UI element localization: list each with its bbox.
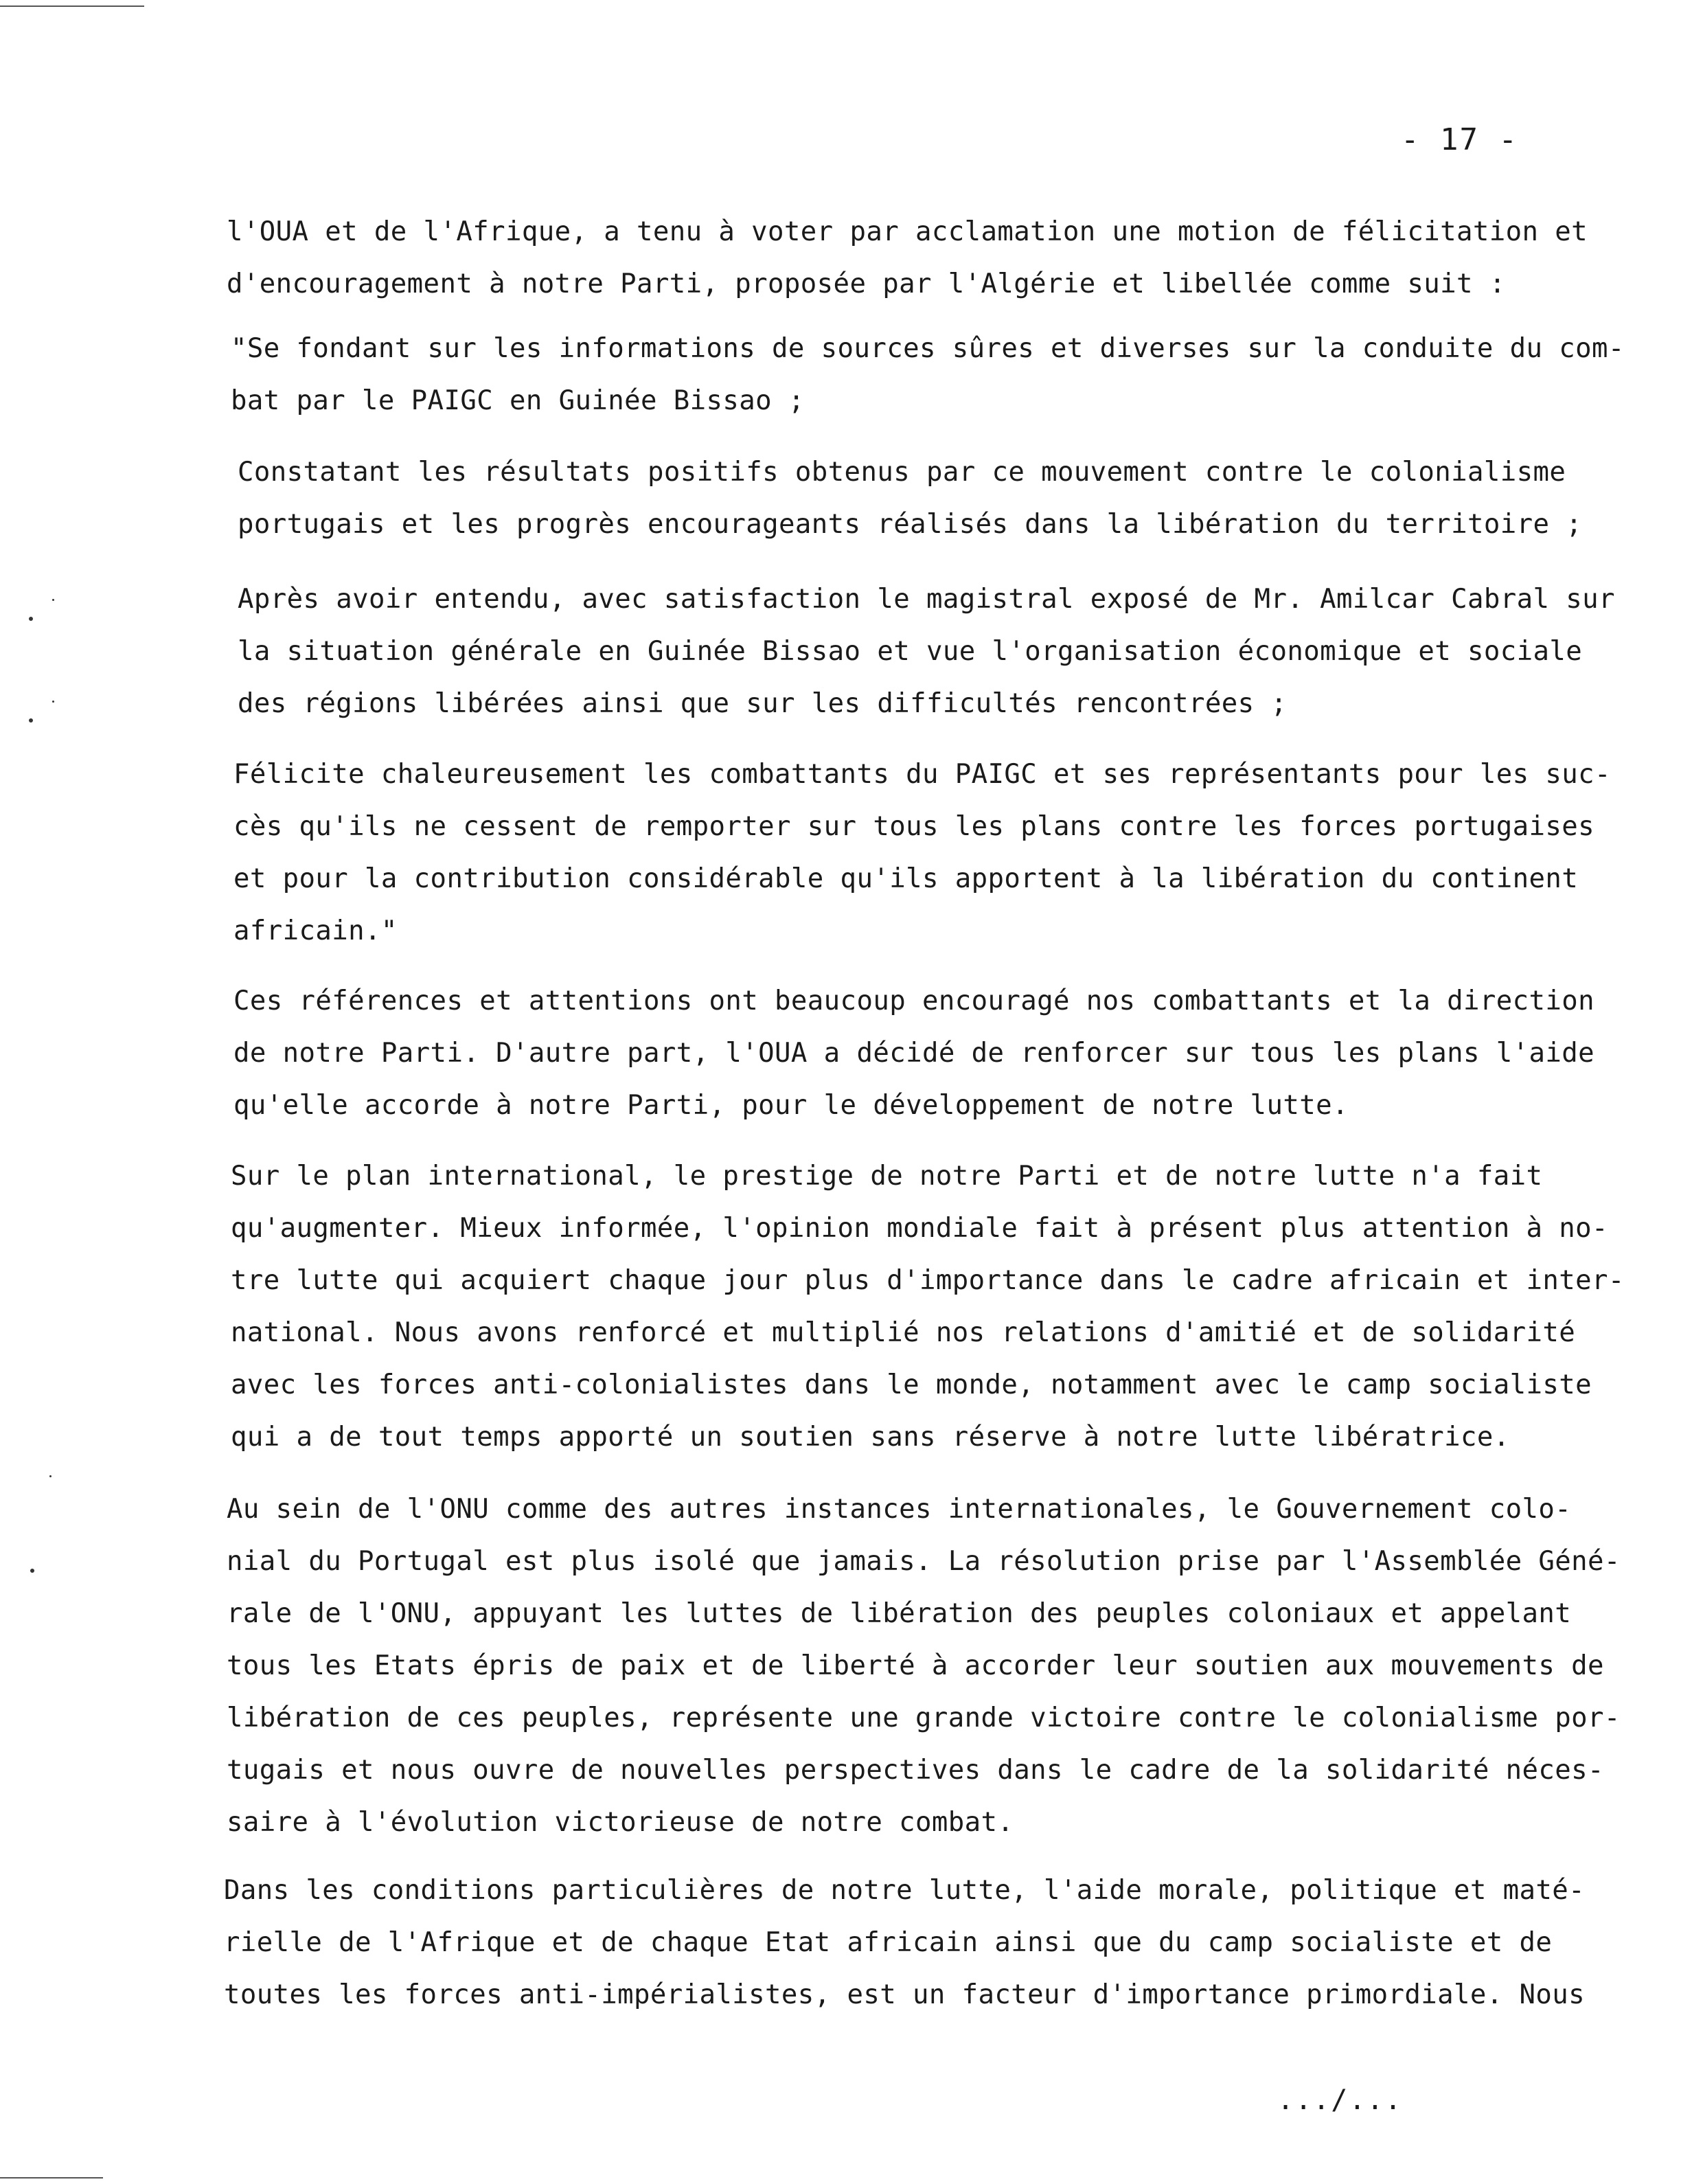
text-line: libération de ces peuples, représente une grande victoire contre le colonialisme por-: [227, 1703, 1621, 1733]
scan-edge-line-bottom: [0, 2177, 103, 2179]
text-line: Après avoir entendu, avec satisfaction le magistral exposé de Mr. Amilcar Cabral sur: [238, 584, 1615, 615]
paragraph-motion-apres: [238, 573, 1615, 730]
text-line: qu'elle accorde à notre Parti, pour le développement de notre lutte.: [233, 1090, 1349, 1121]
scan-speck: [52, 701, 54, 703]
page-number: - 17 -: [1401, 122, 1518, 157]
continuation-mark: .../...: [1277, 2084, 1403, 2116]
paragraph-onu: [227, 1483, 1621, 1849]
text-line: bat par le PAIGC en Guinée Bissao ;: [231, 385, 805, 416]
scan-speck: [49, 1475, 52, 1477]
text-line: et pour la contribution considérable qu'ils apportent à la libération du continent: [233, 863, 1579, 894]
text-line: de notre Parti. D'autre part, l'OUA a décidé de renforcer sur tous les plans l'aide: [233, 1038, 1595, 1069]
text-line: Au sein de l'ONU comme des autres instances internationales, le Gouvernement colo-: [227, 1494, 1572, 1525]
scan-speck: [30, 1569, 34, 1573]
paragraph-conditions: [224, 1865, 1585, 2021]
text-line: tugais et nous ouvre de nouvelles perspectives dans le cadre de la solidarité néces-: [227, 1755, 1604, 1786]
text-line: nial du Portugal est plus isolé que jamais. La résolution prise par l'Assemblée Géné-: [227, 1546, 1621, 1577]
text-line: rale de l'ONU, appuyant les luttes de libération des peuples coloniaux et appelant: [227, 1598, 1572, 1629]
text-line: toutes les forces anti-impérialistes, est un facteur d'importance primordiale. Nous: [224, 1979, 1586, 2010]
scan-speck: [52, 599, 54, 601]
scan-speck: [29, 617, 33, 621]
text-line: l'OUA et de l'Afrique, a tenu à voter par acclamation une motion de félicitation et: [227, 216, 1588, 247]
text-line: portugais et les progrès encourageants réalisés dans la libération du territoire ;: [238, 509, 1583, 540]
text-line: cès qu'ils ne cessent de remporter sur tous les plans contre les forces portugaises: [233, 811, 1595, 842]
paragraph-motion-constatant: [238, 446, 1582, 551]
paragraph-motion-intro: [231, 323, 1625, 427]
text-line: "Se fondant sur les informations de sources sûres et diverses sur la conduite du com-: [231, 333, 1625, 364]
text-line: d'encouragement à notre Parti, proposée par l'Algérie et libellée comme suit :: [227, 269, 1506, 299]
text-line: Sur le plan international, le prestige de notre Parti et de notre lutte n'a fait: [231, 1161, 1543, 1192]
text-line: Dans les conditions particulières de notre lutte, l'aide morale, politique et maté-: [224, 1875, 1586, 1906]
paragraph-motion-felicite: [233, 749, 1611, 957]
text-line: Ces références et attentions ont beaucoup encouragé nos combattants et la direction: [233, 986, 1595, 1016]
scan-speck: [29, 718, 33, 723]
text-line: rielle de l'Afrique et de chaque Etat africain ainsi que du camp socialiste et de: [224, 1927, 1553, 1958]
text-line: africain.": [233, 915, 398, 946]
text-line: saire à l'évolution victorieuse de notre combat.: [227, 1807, 1014, 1838]
text-line: Félicite chaleureusement les combattants du PAIGC et ses représentants pour les suc-: [233, 759, 1611, 790]
text-line: tous les Etats épris de paix et de liberté à accorder leur soutien aux mouvements de: [227, 1650, 1604, 1681]
text-line: qu'augmenter. Mieux informée, l'opinion mondiale fait à présent plus attention à no-: [231, 1213, 1608, 1244]
text-line: Constatant les résultats positifs obtenus par ce mouvement contre le colonialisme: [238, 457, 1566, 488]
paragraph-references: [233, 975, 1594, 1132]
text-line: tre lutte qui acquiert chaque jour plus d'importance dans le cadre africain et inter-: [231, 1265, 1625, 1296]
scan-edge-line-top: [0, 5, 144, 7]
paragraph-1: [227, 206, 1588, 310]
text-line: avec les forces anti-colonialistes dans le monde, notamment avec le camp socialiste: [231, 1369, 1592, 1400]
text-line: la situation générale en Guinée Bissao et vue l'organisation économique et sociale: [238, 636, 1583, 667]
paragraph-international: [231, 1150, 1625, 1464]
text-line: national. Nous avons renforcé et multiplié nos relations d'amitié et de solidarité: [231, 1317, 1576, 1348]
text-line: qui a de tout temps apporté un soutien sans réserve à notre lutte libératrice.: [231, 1422, 1510, 1453]
text-line: des régions libérées ainsi que sur les difficultés rencontrées ;: [238, 688, 1288, 719]
